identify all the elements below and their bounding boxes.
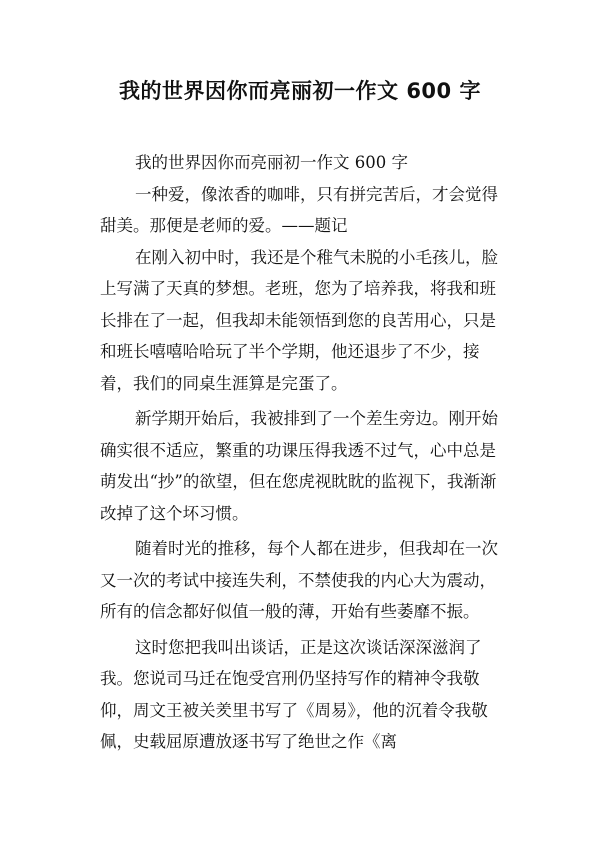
document-body [100, 147, 506, 758]
paragraph-heading-repeat: 我的世界因你而亮丽初一作文 600 字 [135, 153, 408, 172]
paragraph-1: 在刚入初中时，我还是个稚气未脱的小毛孩儿，脸上写满了天真的梦想。老班，您为了培养我，将我和班长排在了一起，但我却未能领悟到您的良苦用心，只是和班长嘻嘻哈哈玩了半个学期，他还退步了不少，接着，我们的同桌生涯算是完蛋了。 [100, 247, 498, 393]
document-title: 我的世界因你而亮丽初一作文 600 字 [119, 79, 481, 103]
paragraph-4: 这时您把我叫出谈话，正是这次谈话深深滋润了我。您说司马迁在饱受宫刑仍坚持写作的精神令我敬仰，周文王被关羑里书写了《周易》，他的沉着令我敬佩，史载屈原遭放逐书写了绝世之作《离 [100, 637, 488, 751]
paragraph-2: 新学期开始后，我被排到了一个差生旁边。刚开始确实很不适应，繁重的功课压得我透不过气，心中总是萌发出“抄”的欲望，但在您虎视眈眈的监视下，我渐渐改掉了这个坏习惯。 [100, 409, 498, 523]
paragraph-3: 随着时光的推移，每个人都在进步，但我却在一次又一次的考试中接连失利，不禁使我的内心大为震动，所有的信念都好似值一般的薄，开始有些萎靡不振。 [100, 539, 498, 621]
paragraph-epigraph: 一种爱，像浓香的咖啡，只有拼完苦后，才会觉得甜美。那便是老师的爱。——题记 [100, 184, 498, 235]
